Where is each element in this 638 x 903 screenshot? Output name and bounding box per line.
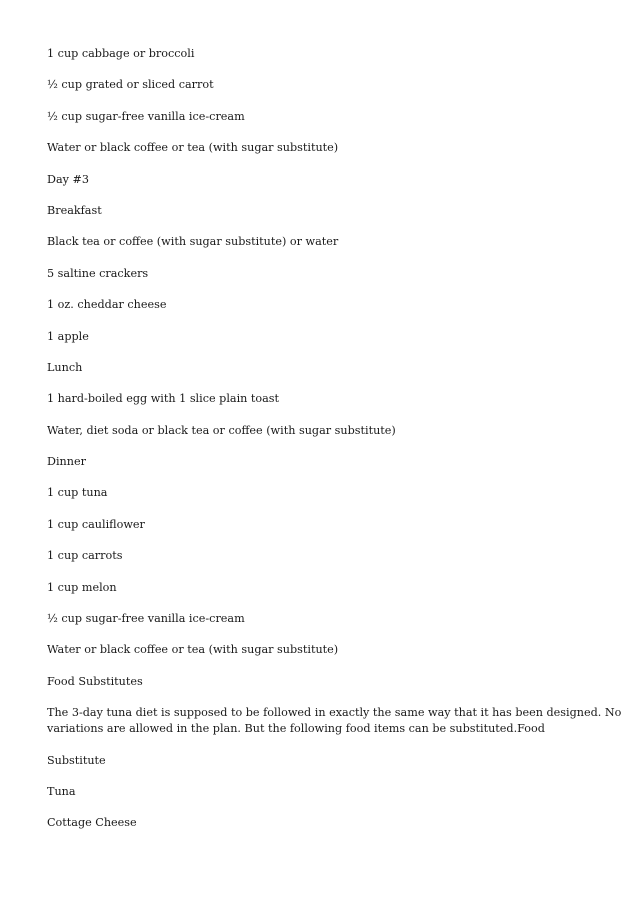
paragraph-line: The 3-day tuna diet is supposed to be followed in exactly the same way that it has been designed. No: [47, 706, 622, 720]
text-line: 1 cup cauliflower: [47, 517, 145, 531]
paragraph: [47, 705, 622, 737]
text-line: 1 oz. cheddar cheese: [47, 298, 167, 312]
text-line: Black tea or coffee (with sugar substitute) or water: [47, 235, 339, 249]
text-line: Substitute: [47, 753, 106, 767]
text-line: 1 cup carrots: [47, 549, 123, 563]
text-line: 1 cup tuna: [47, 486, 108, 500]
text-line: Water or black coffee or tea (with sugar substitute): [47, 141, 339, 155]
text-line: ½ cup sugar-free vanilla ice-cream: [47, 612, 245, 626]
text-line: 5 saltine crackers: [47, 266, 149, 280]
text-line: ½ cup sugar-free vanilla ice-cream: [47, 109, 245, 123]
meal-heading: Dinner: [47, 455, 86, 469]
text-line: ½ cup grated or sliced carrot: [47, 78, 214, 92]
text-line: Water, diet soda or black tea or coffee (with sugar substitute): [47, 423, 396, 437]
text-line: 1 apple: [47, 329, 89, 343]
section-heading: Food Substitutes: [47, 674, 143, 688]
document-page: [47, 46, 622, 847]
text-line: 1 cup melon: [47, 580, 117, 594]
text-line: 1 hard-boiled egg with 1 slice plain toast: [47, 392, 280, 406]
text-line: Cottage Cheese: [47, 816, 137, 830]
meal-heading: Lunch: [47, 360, 83, 374]
text-line: 1 cup cabbage or broccoli: [47, 47, 195, 60]
paragraph-line: variations are allowed in the plan. But the following food items can be substituted.Food: [47, 722, 545, 736]
meal-heading: Breakfast: [47, 203, 102, 217]
day-heading: Day #3: [47, 172, 90, 186]
text-line: Water or black coffee or tea (with sugar substitute): [47, 643, 339, 657]
text-line: Tuna: [47, 784, 76, 798]
